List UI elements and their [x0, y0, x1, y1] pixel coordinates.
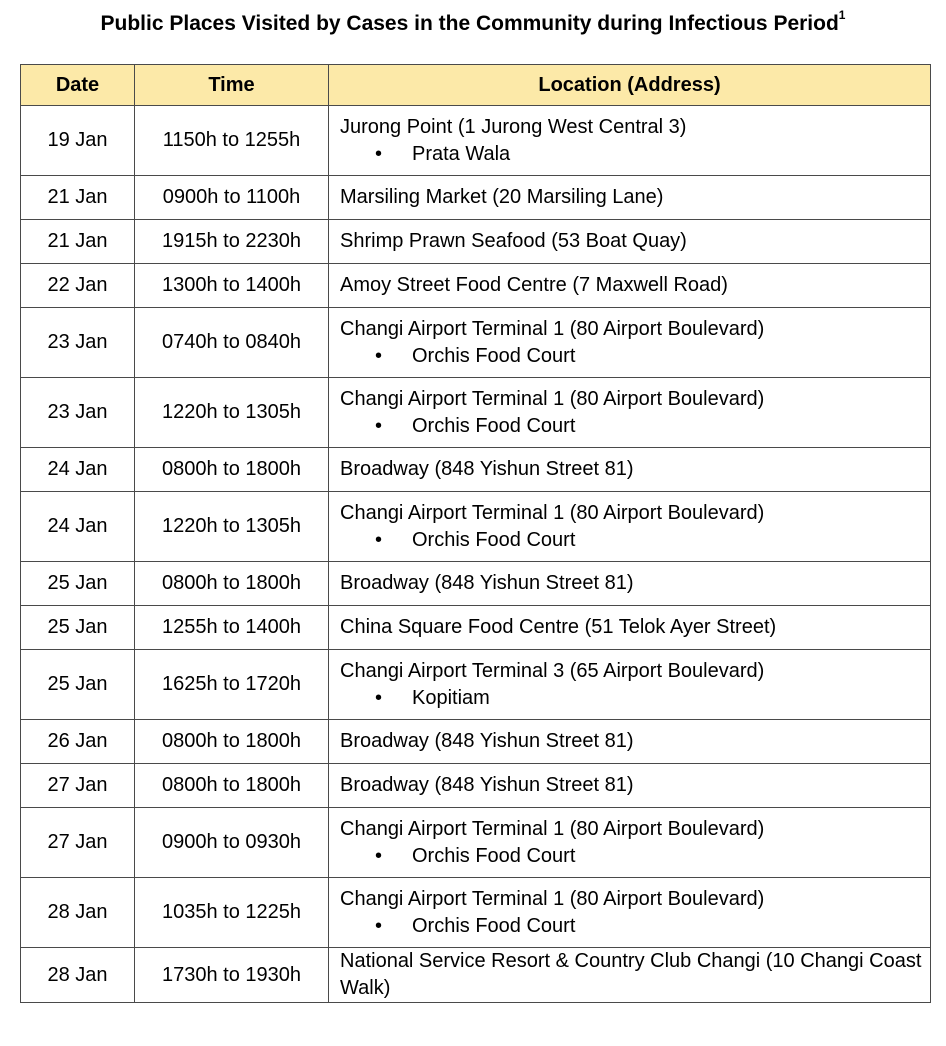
cell-date: 21 Jan: [21, 220, 135, 264]
location-address: Changi Airport Terminal 1 (80 Airport Boulevard): [340, 317, 765, 340]
cell-date: 25 Jan: [21, 562, 135, 606]
cell-location: [329, 220, 931, 264]
table-body: [21, 106, 931, 1003]
sub-item-label: Orchis Food Court: [412, 344, 576, 367]
table-row: [21, 606, 931, 650]
cell-date: 19 Jan: [21, 106, 135, 176]
cell-time: 1035h to 1225h: [135, 878, 329, 948]
location-address: Shrimp Prawn Seafood (53 Boat Quay): [340, 230, 687, 252]
header-location: Location (Address): [329, 65, 931, 106]
location-address: Broadway (848 Yishun Street 81): [340, 572, 634, 594]
cell-date: 23 Jan: [21, 308, 135, 378]
cell-location: [329, 176, 931, 220]
location-address: Marsiling Market (20 Marsiling Lane): [340, 186, 664, 208]
location-address: Changi Airport Terminal 3 (65 Airport Boulevard): [340, 659, 765, 682]
bullet-icon: •: [375, 686, 383, 709]
table-header-row: [21, 65, 931, 106]
cell-location: [329, 878, 931, 948]
cell-location: [329, 808, 931, 878]
location-address: Broadway (848 Yishun Street 81): [340, 774, 634, 796]
sub-item-label: Orchis Food Court: [412, 914, 576, 937]
bullet-icon: •: [375, 914, 383, 937]
location-address: Broadway (848 Yishun Street 81): [340, 730, 634, 752]
bullet-icon: •: [375, 142, 383, 165]
sub-item-label: Orchis Food Court: [412, 844, 576, 867]
location-sub-item: [340, 685, 922, 712]
cell-date: 26 Jan: [21, 720, 135, 764]
bullet-icon: •: [375, 414, 383, 437]
location-sub-item: [340, 413, 922, 440]
table-row: [21, 106, 931, 176]
cell-date: 24 Jan: [21, 448, 135, 492]
sub-item-label: Orchis Food Court: [412, 414, 576, 437]
places-table: [20, 64, 931, 1003]
title-text: Public Places Visited by Cases in the Community during Infectious Period: [100, 12, 839, 35]
cell-time: 0900h to 0930h: [135, 808, 329, 878]
cell-time: 0800h to 1800h: [135, 562, 329, 606]
cell-time: 1150h to 1255h: [135, 106, 329, 176]
location-address: Changi Airport Terminal 1 (80 Airport Boulevard): [340, 387, 765, 410]
cell-date: 24 Jan: [21, 492, 135, 562]
table-row: [21, 492, 931, 562]
table-row: [21, 650, 931, 720]
bullet-icon: •: [375, 344, 383, 367]
cell-time: 1300h to 1400h: [135, 264, 329, 308]
location-address: Jurong Point (1 Jurong West Central 3): [340, 115, 687, 138]
cell-date: 28 Jan: [21, 878, 135, 948]
cell-location: [329, 308, 931, 378]
table-row: [21, 808, 931, 878]
cell-time: 0800h to 1800h: [135, 448, 329, 492]
bullet-icon: •: [375, 844, 383, 867]
location-sub-item: [340, 913, 922, 940]
cell-location: [329, 650, 931, 720]
sub-item-label: Kopitiam: [412, 686, 490, 709]
cell-date: 27 Jan: [21, 808, 135, 878]
location-sub-item: [340, 527, 922, 554]
cell-location: [329, 492, 931, 562]
cell-date: 25 Jan: [21, 650, 135, 720]
cell-time: 1255h to 1400h: [135, 606, 329, 650]
table-row: [21, 878, 931, 948]
table-row: [21, 308, 931, 378]
header-date: Date: [21, 65, 135, 106]
title-footnote-marker: 1: [838, 8, 846, 22]
cell-date: 27 Jan: [21, 764, 135, 808]
cell-time: 0900h to 1100h: [135, 176, 329, 220]
cell-time: 0800h to 1800h: [135, 764, 329, 808]
cell-location: [329, 106, 931, 176]
table-row: [21, 562, 931, 606]
cell-date: 23 Jan: [21, 378, 135, 448]
table-row: [21, 378, 931, 448]
cell-time: 1915h to 2230h: [135, 220, 329, 264]
sub-item-label: Prata Wala: [412, 142, 511, 165]
table-row: [21, 764, 931, 808]
cell-time: 1730h to 1930h: [135, 948, 329, 1003]
location-address: China Square Food Centre (51 Telok Ayer Street): [340, 616, 777, 638]
cell-date: 21 Jan: [21, 176, 135, 220]
cell-time: 1220h to 1305h: [135, 492, 329, 562]
cell-time: 0800h to 1800h: [135, 720, 329, 764]
cell-date: 22 Jan: [21, 264, 135, 308]
location-sub-item: [340, 141, 922, 168]
cell-location: [329, 378, 931, 448]
cell-location: [329, 764, 931, 808]
location-address: Broadway (848 Yishun Street 81): [340, 458, 634, 480]
cell-location: [329, 562, 931, 606]
cell-time: 0740h to 0840h: [135, 308, 329, 378]
table-row: [21, 720, 931, 764]
location-address: Changi Airport Terminal 1 (80 Airport Boulevard): [340, 501, 765, 524]
document-title: [0, 8, 946, 40]
cell-location: [329, 948, 931, 1003]
location-address: Changi Airport Terminal 1 (80 Airport Boulevard): [340, 887, 765, 910]
cell-location: [329, 606, 931, 650]
table-row: [21, 220, 931, 264]
location-address: Changi Airport Terminal 1 (80 Airport Boulevard): [340, 817, 765, 840]
header-time: Time: [135, 65, 329, 106]
sub-item-label: Orchis Food Court: [412, 528, 576, 551]
cell-location: [329, 448, 931, 492]
cell-location: [329, 720, 931, 764]
cell-date: 28 Jan: [21, 948, 135, 1003]
table-row: [21, 948, 931, 1003]
cell-time: 1625h to 1720h: [135, 650, 329, 720]
cell-location: [329, 264, 931, 308]
location-address: National Service Resort & Country Club Changi (10 Changi Coast Walk): [340, 950, 922, 999]
table-row: [21, 264, 931, 308]
table-row: [21, 448, 931, 492]
table-row: [21, 176, 931, 220]
location-address: Amoy Street Food Centre (7 Maxwell Road): [340, 274, 728, 296]
bullet-icon: •: [375, 528, 383, 551]
cell-date: 25 Jan: [21, 606, 135, 650]
location-sub-item: [340, 343, 922, 370]
cell-time: 1220h to 1305h: [135, 378, 329, 448]
location-sub-item: [340, 843, 922, 870]
